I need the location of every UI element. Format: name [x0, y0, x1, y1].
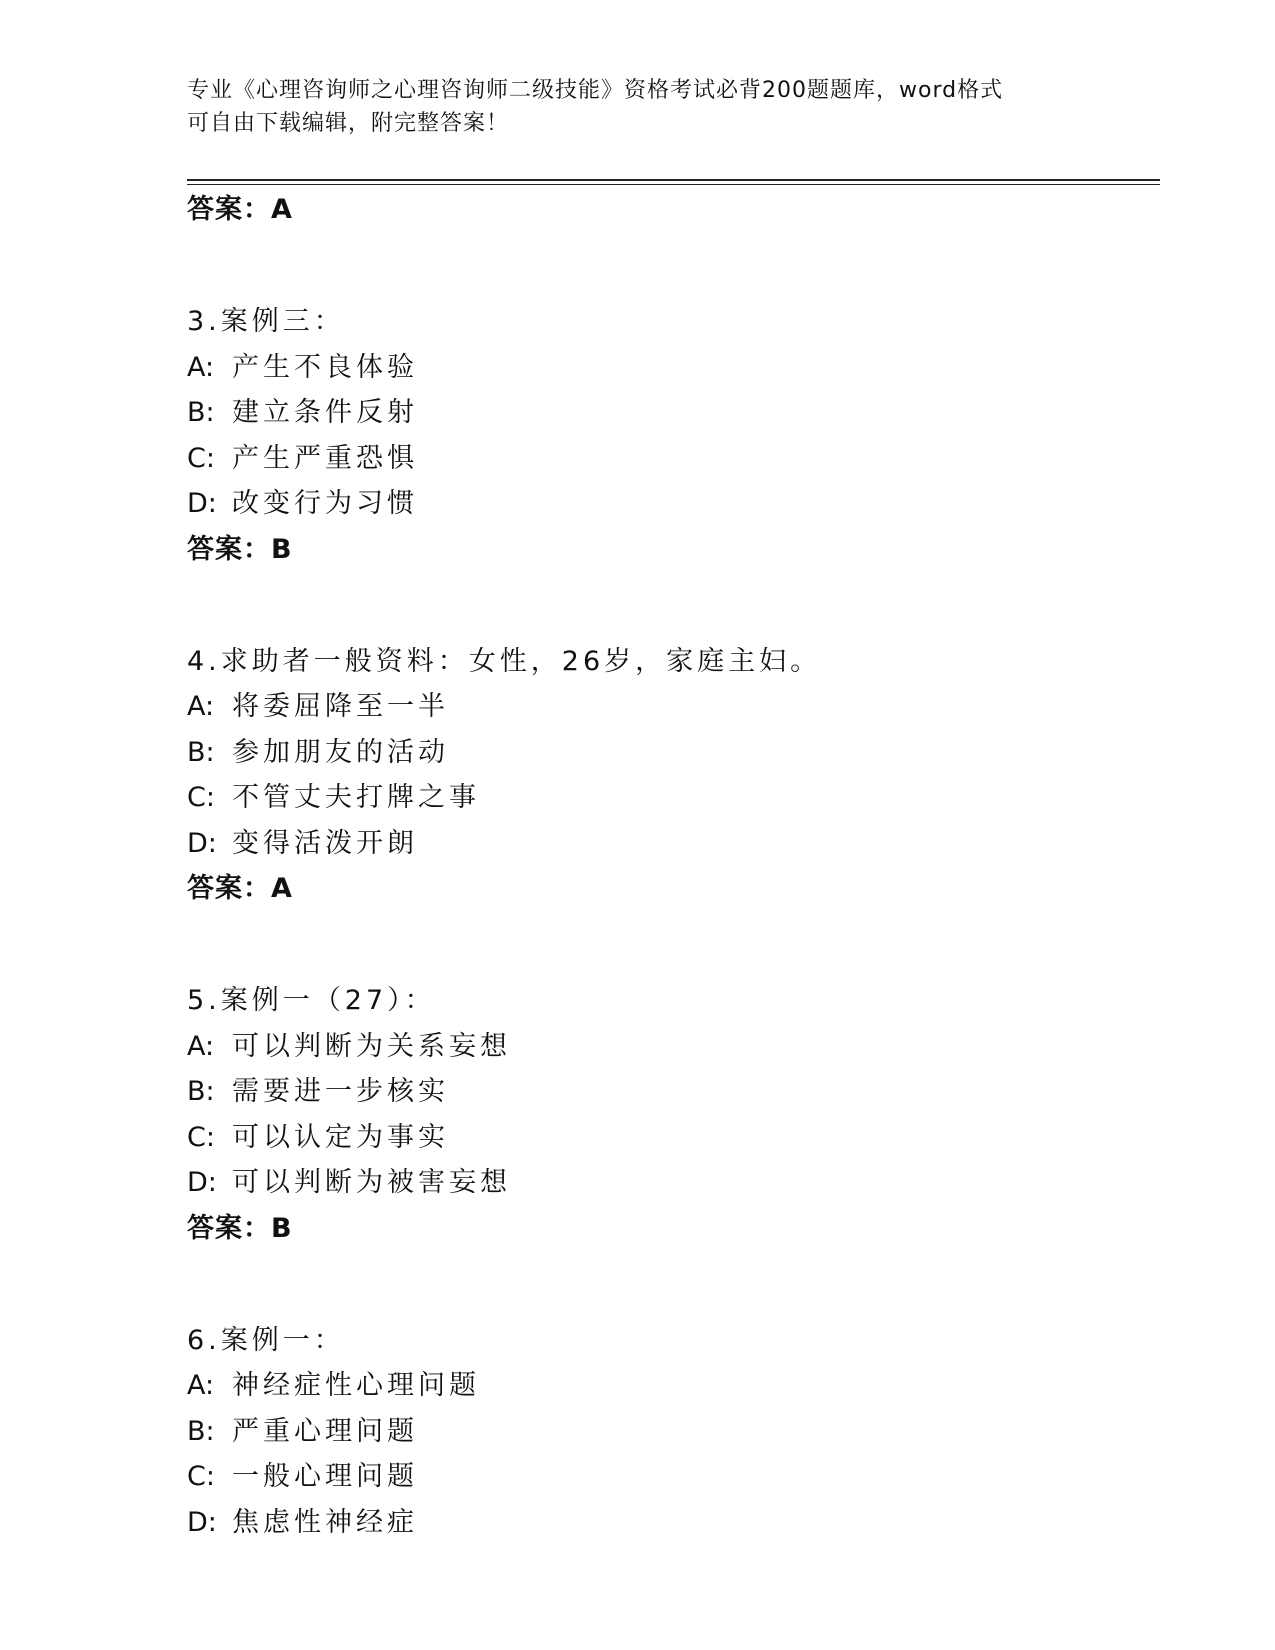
option-letter: D: — [187, 827, 217, 859]
answer-line — [187, 187, 1147, 233]
header-divider-thin — [187, 184, 1160, 185]
question-list — [187, 187, 1147, 1545]
spacer — [187, 573, 1147, 639]
option-letter: A: — [187, 1030, 215, 1062]
option-text: 可以判断为被害妄想 — [232, 1167, 511, 1198]
option-a — [187, 345, 1147, 391]
question-block — [187, 978, 1147, 1252]
question-stem: 4.求助者一般资料：女性，26岁，家庭主妇。 — [187, 645, 822, 677]
option-letter: B: — [187, 1415, 215, 1447]
option-letter: D: — [187, 1506, 217, 1538]
option-letter: B: — [187, 1076, 215, 1107]
option-c — [187, 775, 1147, 821]
answer-value: A — [271, 873, 293, 904]
option-letter: B: — [187, 397, 215, 428]
answer-value: A — [271, 194, 293, 225]
spacer — [187, 233, 1147, 299]
spacer — [187, 1252, 1147, 1318]
option-letter: C: — [187, 1121, 215, 1153]
header-divider-thick — [187, 179, 1160, 181]
option-text: 神经症性心理问题 — [232, 1370, 480, 1401]
answer-label: 答案： — [187, 873, 271, 904]
answer-line — [187, 527, 1147, 573]
option-c — [187, 436, 1147, 482]
option-d — [187, 1500, 1147, 1546]
question-block — [187, 299, 1147, 573]
option-text: 改变行为习惯 — [232, 488, 418, 519]
option-b — [187, 730, 1147, 776]
question-stem: 5.案例一（27）： — [187, 985, 436, 1016]
option-letter: D: — [187, 1167, 217, 1198]
option-text: 将委屈降至一半 — [232, 691, 449, 722]
option-letter: B: — [187, 736, 215, 768]
option-a — [187, 684, 1147, 730]
option-text: 可以认定为事实 — [232, 1121, 449, 1153]
option-text: 需要进一步核实 — [232, 1076, 449, 1107]
option-b — [187, 390, 1147, 436]
answer-value: B — [271, 1212, 293, 1244]
option-d — [187, 821, 1147, 867]
question-block — [187, 1318, 1147, 1546]
question-stem: 3.案例三： — [187, 306, 345, 337]
option-letter: C: — [187, 442, 215, 474]
option-d — [187, 481, 1147, 527]
option-b — [187, 1409, 1147, 1455]
option-text: 建立条件反射 — [232, 397, 418, 428]
option-text: 可以判断为关系妄想 — [232, 1030, 511, 1062]
answer-label: 答案： — [187, 533, 271, 565]
option-text: 一般心理问题 — [232, 1461, 418, 1492]
option-text: 参加朋友的活动 — [232, 736, 449, 768]
option-text: 严重心理问题 — [232, 1415, 418, 1447]
option-letter: A: — [187, 1370, 215, 1401]
option-text: 不管丈夫打牌之事 — [232, 782, 480, 813]
answer-label: 答案： — [187, 1212, 271, 1244]
answer-value: B — [271, 533, 293, 565]
header-line-2: 可自由下载编辑，附完整答案！ — [187, 111, 510, 136]
option-c — [187, 1115, 1147, 1161]
option-letter: D: — [187, 488, 217, 519]
option-b — [187, 1069, 1147, 1115]
answer-label: 答案： — [187, 194, 271, 225]
header-line-1: 专业《心理咨询师之心理咨询师二级技能》资格考试必背200题题库，word格式 — [187, 78, 1004, 103]
option-text: 产生严重恐惧 — [232, 442, 418, 474]
option-letter: A: — [187, 691, 215, 722]
option-letter: C: — [187, 782, 215, 813]
option-c — [187, 1454, 1147, 1500]
option-text: 产生不良体验 — [232, 351, 418, 383]
option-d — [187, 1160, 1147, 1206]
spacer — [187, 912, 1147, 978]
option-letter: C: — [187, 1461, 215, 1492]
option-a — [187, 1024, 1147, 1070]
option-text: 变得活泼开朗 — [232, 827, 418, 859]
question-block — [187, 639, 1147, 913]
answer-line — [187, 866, 1147, 912]
question-stem: 6.案例一： — [187, 1324, 345, 1356]
answer-line — [187, 1206, 1147, 1252]
option-text: 焦虑性神经症 — [232, 1506, 418, 1538]
option-a — [187, 1363, 1147, 1409]
document-header — [187, 74, 1087, 140]
option-letter: A: — [187, 351, 215, 383]
